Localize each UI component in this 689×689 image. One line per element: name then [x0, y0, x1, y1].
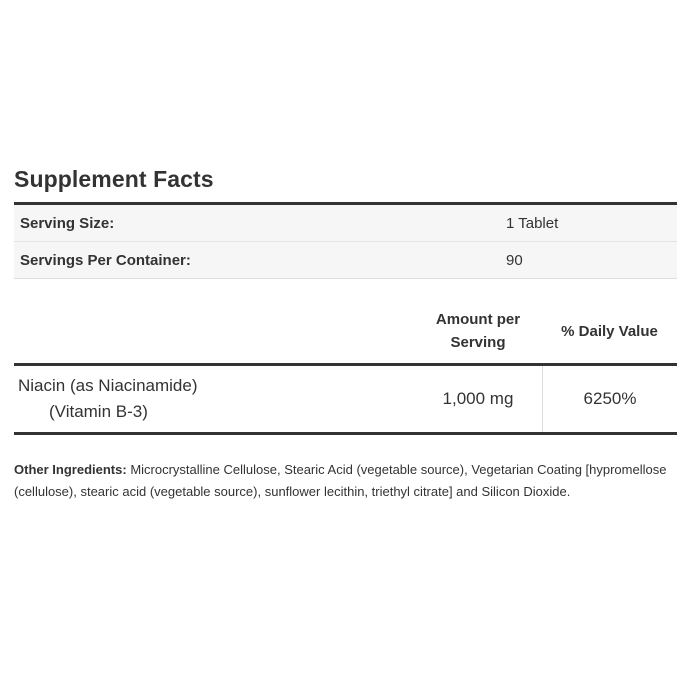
nutrient-amount: 1,000 mg [442, 389, 514, 408]
nutrient-name-cell [14, 373, 414, 425]
serving-info-table [14, 202, 677, 279]
supplement-facts-panel [14, 160, 677, 515]
nutrient-daily-value-text: 6250% [583, 389, 637, 408]
other-ingredients-label: Other Ingredients: [14, 462, 127, 477]
servings-per-container-row [14, 241, 677, 278]
servings-per-container-label: Servings Per Container: [20, 251, 191, 269]
servings-per-container-value: 90 [506, 251, 523, 269]
other-ingredients [14, 459, 677, 502]
serving-size-value: 1 Tablet [506, 214, 559, 232]
panel-title: Supplement Facts [14, 166, 214, 192]
serving-size-label: Serving Size: [20, 214, 115, 232]
nutrient-table [14, 363, 677, 435]
nutrient-daily-value [542, 366, 677, 432]
daily-value-header: % Daily Value [561, 322, 658, 340]
nutrient-row [14, 366, 677, 432]
amount-per-serving-header: Amount per Serving [435, 311, 521, 351]
other-ingredients-text: Microcrystalline Cellulose, Stearic Acid (vegetable source), Vegetarian Coating [hypromellose (cellulose), stearic acid (vegetable source), sunflower lecithin, triethyl citrate] and Silicon Dioxide. [14, 462, 667, 499]
nutrient-table-header [14, 299, 677, 363]
nutrient-name: Niacin (as Niacinamide) [18, 376, 198, 395]
serving-size-row [14, 205, 677, 241]
nutrient-subname: (Vitamin B-3) [49, 402, 148, 421]
